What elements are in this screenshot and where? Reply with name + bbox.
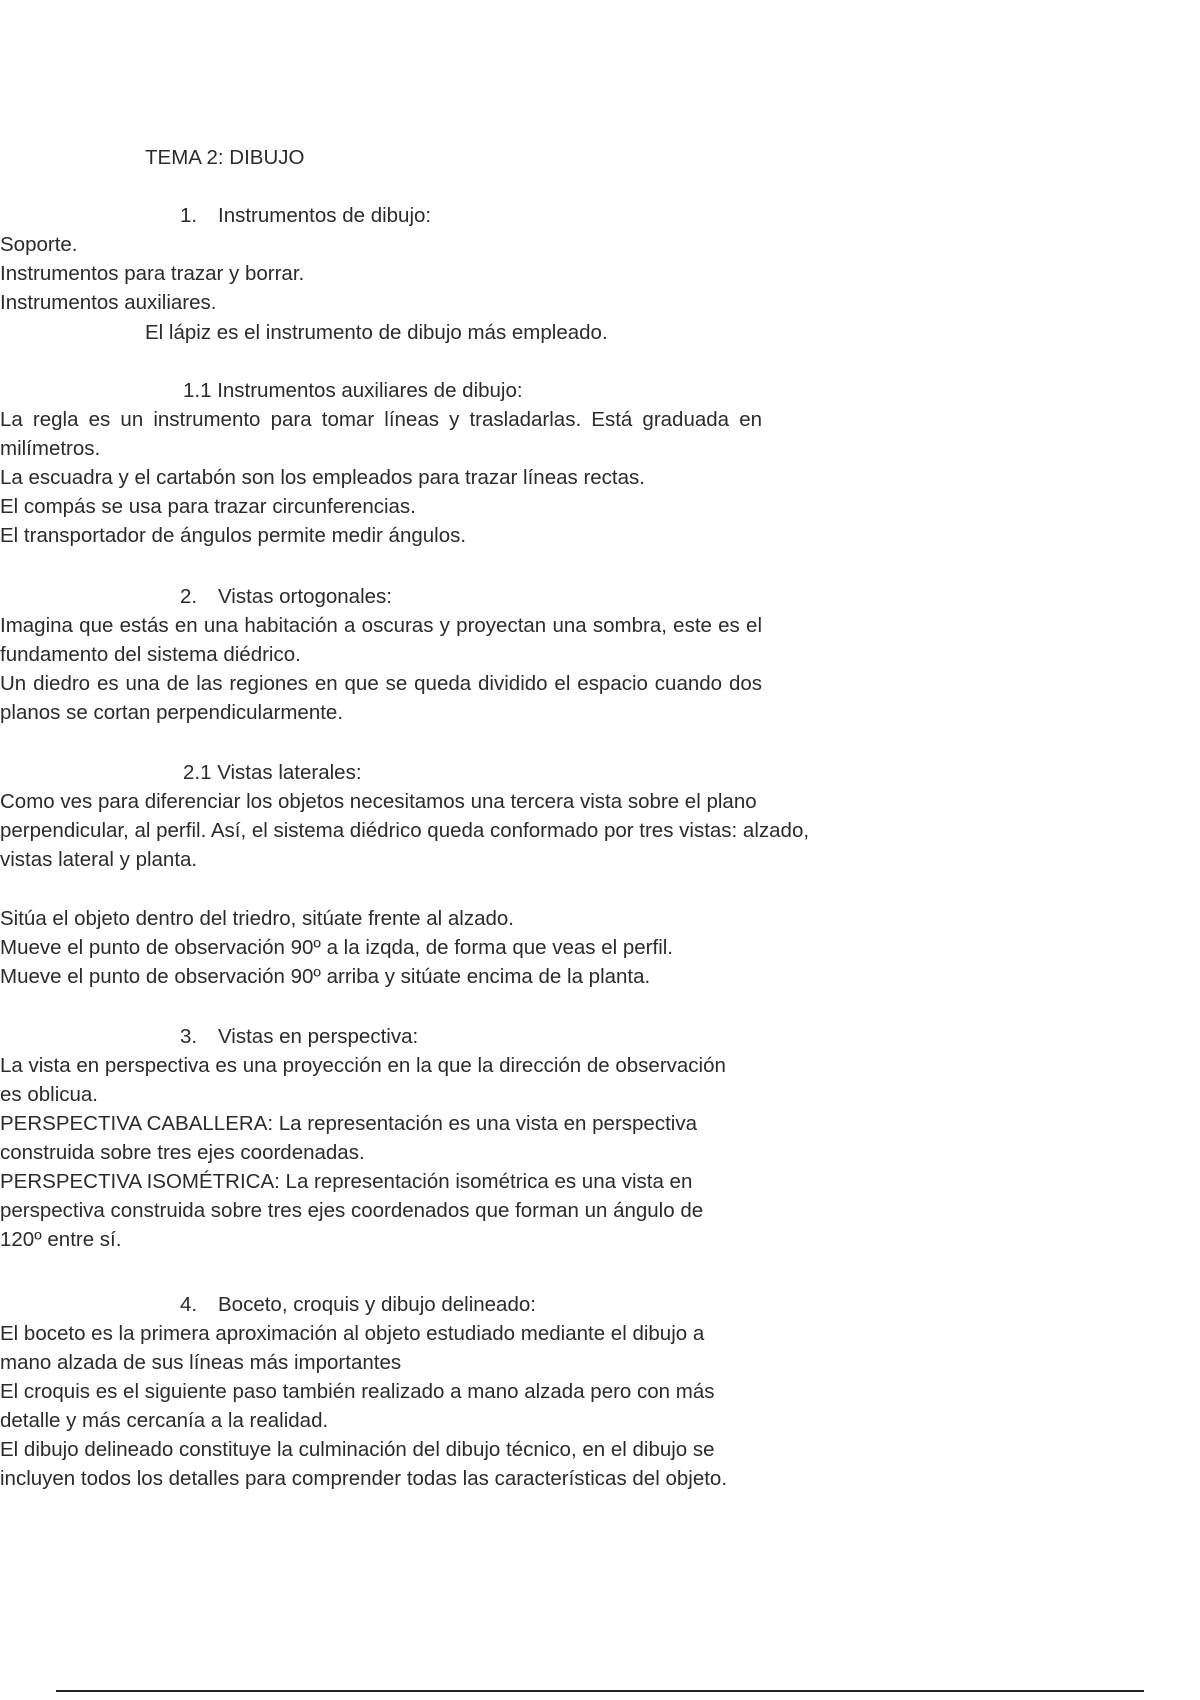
- list-item-text: Instrumentos para trazar y borrar.: [0, 262, 305, 285]
- list-item: [0, 787, 840, 874]
- list-item: [0, 492, 762, 521]
- section-3-list: [0, 1051, 750, 1254]
- list-item: [0, 933, 762, 962]
- section-title: Vistas en perspectiva:: [218, 1025, 419, 1048]
- list-item-text: El boceto es la primera aproximación al objeto estudiado mediante el dibujo a mano alzada de sus líneas más importantes: [0, 1322, 705, 1374]
- list-item-text: Imagina que estás en una habitación a oscuras y proyectan una sombra, este es el fundamento del sistema diédrico.: [0, 614, 762, 666]
- list-item-text: PERSPECTIVA ISOMÉTRICA: La representación isométrica es una vista en perspectiva construida sobre tres ejes coordenados que forman un ángulo de 120º entre sí.: [0, 1170, 704, 1251]
- list-item: [0, 904, 762, 933]
- section-4-heading: [180, 1290, 536, 1319]
- section-number: 4.: [180, 1293, 198, 1316]
- list-item-text: Sitúa el objeto dentro del triedro, sitúate frente al alzado.: [0, 907, 514, 930]
- list-item-text: Instrumentos auxiliares.: [0, 291, 217, 314]
- list-item: [0, 1051, 750, 1109]
- paragraph: El lápiz es el instrumento de dibujo más empleado.: [145, 321, 608, 344]
- list-item-text: El transportador de ángulos permite medir ángulos.: [0, 524, 467, 547]
- section-number: 3.: [180, 1025, 198, 1048]
- list-item-text: Mueve el punto de observación 90º arriba y sitúate encima de la planta.: [0, 965, 651, 988]
- list-item-text: La vista en perspectiva es una proyección en la que la dirección de observación es oblicua.: [0, 1054, 726, 1106]
- section-title: Boceto, croquis y dibujo delineado:: [218, 1293, 536, 1316]
- list-item-text: El croquis es el siguiente paso también realizado a mano alzada pero con más detalle y más cercanía a la realidad.: [0, 1380, 715, 1432]
- section-2-1-list: [0, 904, 762, 991]
- section-2-heading: [180, 582, 392, 611]
- section-1-list: [0, 230, 762, 317]
- list-item-text: Como ves para diferenciar los objetos necesitamos una tercera vista sobre el plano perpendicular, al perfil. Así, el sistema diédrico queda conformado por tres vistas: alzado, vistas lateral y planta.: [0, 790, 810, 871]
- list-item-text: Soporte.: [0, 233, 78, 256]
- list-item: [0, 1435, 760, 1493]
- section-1-heading: [180, 201, 431, 230]
- list-item: [0, 1109, 750, 1167]
- section-4-list: [0, 1319, 760, 1493]
- section-1-1-heading: 1.1 Instrumentos auxiliares de dibujo:: [183, 379, 523, 402]
- section-1-1-list: [0, 405, 762, 550]
- section-number: 1.: [180, 204, 198, 227]
- list-item-text: Mueve el punto de observación 90º a la izqda, de forma que veas el perfil.: [0, 936, 674, 959]
- list-item-text: PERSPECTIVA CABALLERA: La representación es una vista en perspectiva construida sobre tres ejes coordenadas.: [0, 1112, 697, 1164]
- section-2-1-heading: 2.1 Vistas laterales:: [183, 761, 362, 784]
- list-item-text: Un diedro es una de las regiones en que se queda dividido el espacio cuando dos planos se cortan perpendicularmente.: [0, 672, 762, 724]
- section-title: Instrumentos de dibujo:: [218, 204, 432, 227]
- list-item: [0, 611, 762, 669]
- list-item: [0, 1167, 750, 1254]
- list-item: [0, 463, 762, 492]
- section-number: 2.: [180, 585, 198, 608]
- section-2-list: [0, 611, 762, 727]
- list-item: [0, 521, 762, 550]
- list-item: [0, 405, 762, 463]
- list-item: [0, 288, 762, 317]
- list-item: [0, 962, 762, 991]
- list-item: [0, 230, 762, 259]
- list-item-text: La regla es un instrumento para tomar líneas y trasladarlas. Está graduada en milímetros.: [0, 408, 762, 460]
- list-item-text: El dibujo delineado constituye la culminación del dibujo técnico, en el dibujo se incluyen todos los detalles para comprender todas las características del objeto.: [0, 1438, 728, 1490]
- list-item-text: La escuadra y el cartabón son los empleados para trazar líneas rectas.: [0, 466, 645, 489]
- list-item-text: El compás se usa para trazar circunferencias.: [0, 495, 416, 518]
- list-item: [0, 259, 762, 288]
- list-item: [0, 1377, 760, 1435]
- footer-divider: [56, 1690, 1144, 1692]
- list-item: [0, 669, 762, 727]
- page-title: TEMA 2: DIBUJO: [145, 146, 305, 169]
- section-title: Vistas ortogonales:: [218, 585, 392, 608]
- section-3-heading: [180, 1022, 418, 1051]
- section-2-1-intro-list: [0, 787, 840, 874]
- list-item: [0, 1319, 760, 1377]
